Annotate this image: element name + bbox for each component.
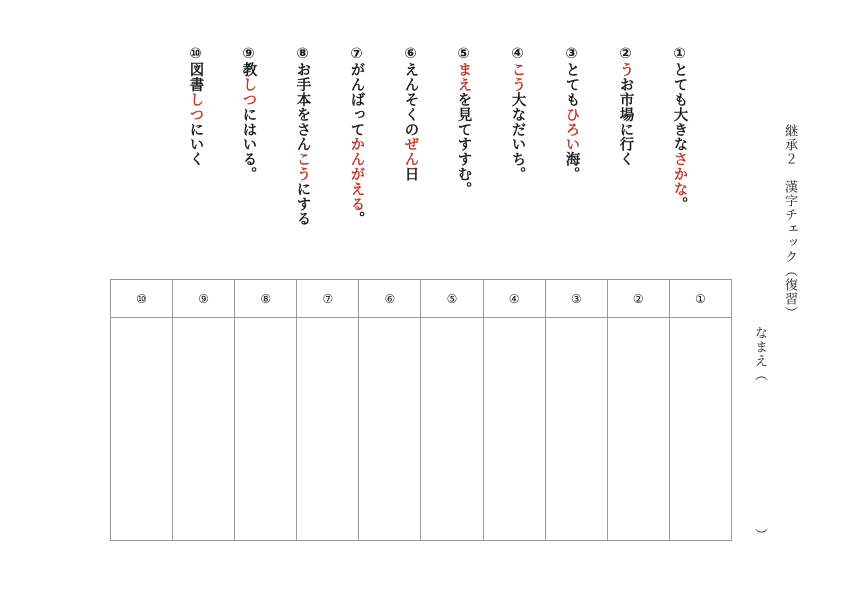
question-text: 図書: [187, 62, 204, 93]
answer-cell[interactable]: [297, 318, 359, 541]
question-number: ①: [671, 46, 688, 63]
question-number: ⑥: [402, 46, 419, 63]
answer-column-header: ⑩: [111, 280, 173, 318]
question-number: ②: [617, 46, 634, 63]
question-text: 。: [671, 196, 688, 212]
question-text: お市場に行く: [617, 77, 634, 167]
question-text: を見てすすむ。: [455, 92, 472, 197]
question-number: ⑩: [187, 46, 204, 63]
question-text: にする: [294, 181, 311, 227]
question-target-reading: しつ: [240, 77, 257, 108]
question-number: ⑧: [294, 46, 311, 63]
question-9: [241, 46, 256, 182]
question-target-reading: こう: [294, 151, 311, 182]
question-2: [618, 46, 633, 167]
answer-column-header: ④: [483, 280, 545, 318]
question-text: にはいる。: [240, 107, 257, 182]
question-8: [295, 46, 310, 226]
answer-cell[interactable]: [483, 318, 545, 541]
question-target-reading: さかな: [671, 151, 688, 197]
question-4: [510, 46, 525, 182]
question-text: がんばって: [348, 62, 365, 137]
answer-column-header: ③: [545, 280, 607, 318]
question-number: ④: [509, 46, 526, 63]
answer-cell[interactable]: [359, 318, 421, 541]
question-text: 。: [348, 211, 365, 227]
answer-column-header: ⑧: [235, 280, 297, 318]
question-text: とても大き: [671, 62, 688, 137]
question-text: 教: [240, 62, 257, 78]
question-target-reading: こう: [509, 62, 526, 93]
answer-column-header: ⑤: [421, 280, 483, 318]
answer-column-header: ⑨: [173, 280, 235, 318]
answer-table: [110, 279, 732, 541]
question-text: 日: [402, 166, 419, 182]
question-5: [456, 46, 471, 197]
question-target-reading: かんがえる: [348, 136, 365, 212]
question-7: [349, 46, 364, 226]
question-number: ⑨: [240, 46, 257, 63]
answer-table-answer-row: [111, 318, 732, 541]
question-text: お手本をさん: [294, 62, 311, 152]
name-field-close-paren: ）: [752, 528, 767, 541]
question-text: とても: [563, 62, 580, 108]
question-text: な: [671, 136, 688, 152]
answer-cell[interactable]: [111, 318, 173, 541]
question-number: ⑤: [455, 46, 472, 63]
answer-cell[interactable]: [235, 318, 297, 541]
question-number: ③: [563, 46, 580, 63]
question-target-reading: まえ: [455, 62, 472, 93]
question-1: [672, 46, 687, 211]
answer-table-header-row: [111, 280, 732, 318]
question-number: ⑦: [348, 46, 365, 63]
name-field-label: なまえ（: [752, 326, 767, 382]
question-3: [564, 46, 579, 182]
answer-cell[interactable]: [607, 318, 669, 541]
answer-cell[interactable]: [669, 318, 731, 541]
question-target-reading: しつ: [187, 92, 204, 123]
question-text: にいく: [187, 122, 204, 167]
question-text: 海。: [563, 151, 580, 182]
question-text: 大なだいち。: [509, 92, 526, 182]
question-target-reading: ぜん: [402, 136, 419, 167]
answer-column-header: ⑥: [359, 280, 421, 318]
answer-cell[interactable]: [421, 318, 483, 541]
question-text: えんそくの: [402, 62, 419, 137]
question-target-reading: う: [617, 62, 634, 78]
question-target-reading: ひろい: [563, 107, 580, 152]
answer-column-header: ②: [607, 280, 669, 318]
worksheet-title: 継承２ 漢字チェック（復習）: [782, 124, 797, 320]
answer-cell[interactable]: [173, 318, 235, 541]
question-10: [188, 46, 203, 167]
answer-column-header: ①: [669, 280, 731, 318]
question-6: [403, 46, 418, 182]
answer-cell[interactable]: [545, 318, 607, 541]
answer-column-header: ⑦: [297, 280, 359, 318]
